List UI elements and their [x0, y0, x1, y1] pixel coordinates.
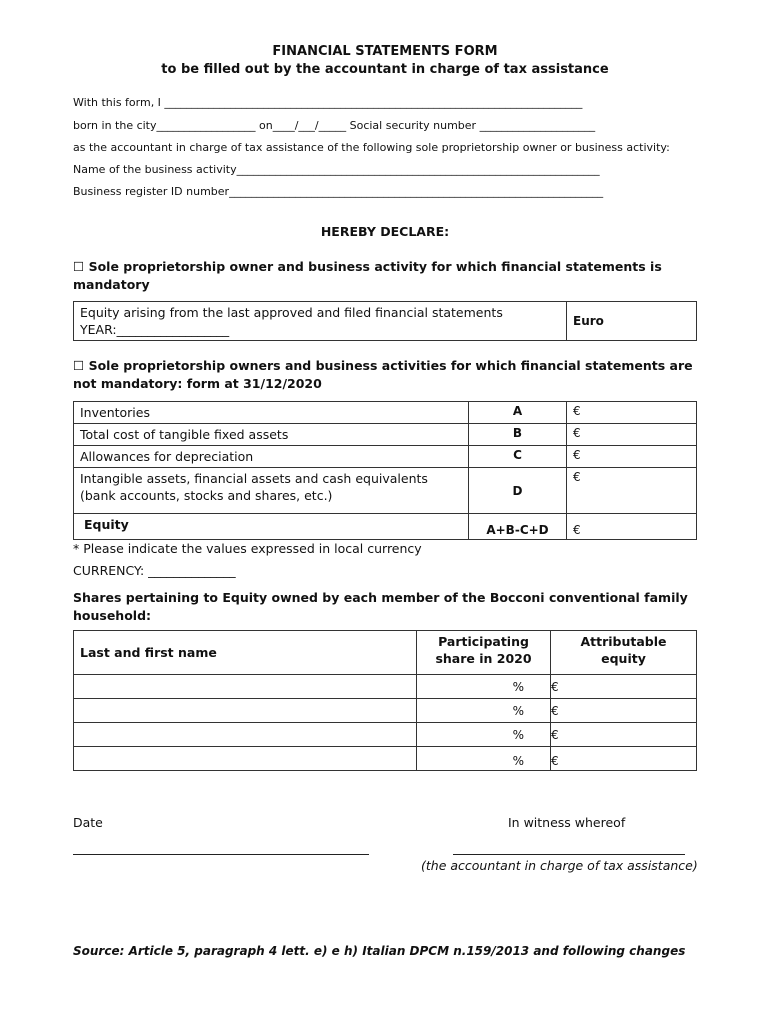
member-name-cell[interactable]	[74, 723, 417, 747]
member-equity-cell[interactable]: €	[551, 723, 697, 747]
member-share-cell[interactable]: %	[417, 675, 551, 699]
member-share-cell[interactable]: %	[417, 723, 551, 747]
checkbox-icon[interactable]: ☐	[73, 259, 85, 274]
assets-row-label: Total cost of tangible fixed assets	[74, 424, 469, 446]
currency-note: * Please indicate the values expressed in local currency	[73, 541, 422, 556]
col-share-header	[417, 631, 551, 675]
assets-row-label-line2: (bank accounts, stocks and shares, etc.)	[80, 488, 333, 503]
member-equity-cell[interactable]: €	[551, 747, 697, 771]
member-name-cell[interactable]	[74, 699, 417, 723]
date-label: Date	[73, 815, 103, 830]
section2-heading	[73, 357, 693, 393]
intro-business-name-line[interactable]: Name of the business activity__________________________________________________________________	[73, 163, 600, 176]
equity-total-value[interactable]: €	[567, 514, 697, 540]
declare-heading: HEREBY DECLARE:	[320, 224, 450, 239]
signer-caption: (the accountant in charge of tax assistance)	[421, 858, 698, 873]
table-row	[74, 675, 697, 699]
intro-birth-line[interactable]: born in the city__________________ on____/___/_____ Social security number _____________________	[73, 119, 596, 132]
assets-table	[73, 401, 697, 540]
assets-row-code: B	[469, 424, 567, 446]
assets-row-code: A	[469, 402, 567, 424]
witness-label: In witness whereof	[508, 815, 626, 830]
member-share-cell[interactable]: %	[417, 699, 551, 723]
assets-row-value[interactable]: €	[567, 402, 697, 424]
assets-row-label-line1: Intangible assets, financial assets and cash equivalents	[80, 471, 428, 486]
equity-total-label: Equity	[74, 514, 469, 540]
assets-row-code: D	[469, 468, 567, 514]
table-row	[74, 723, 697, 747]
year-field[interactable]: YEAR:__________________	[80, 322, 230, 337]
col-equity-header	[551, 631, 697, 675]
assets-row-label: Inventories	[74, 402, 469, 424]
assets-row-label	[74, 468, 469, 514]
col-equity-header-line2: equity	[601, 651, 646, 666]
currency-field[interactable]: CURRENCY: ______________	[73, 563, 236, 578]
table-row	[74, 699, 697, 723]
accountant-signature-line[interactable]	[453, 854, 685, 855]
assets-row-label: Allowances for depreciation	[74, 446, 469, 468]
equity-total-formula: A+B-C+D	[469, 514, 567, 540]
assets-row-value[interactable]: €	[567, 424, 697, 446]
col-name-header: Last and first name	[74, 631, 417, 675]
member-equity-cell[interactable]: €	[551, 699, 697, 723]
date-signature-line[interactable]	[73, 854, 369, 855]
col-equity-header-line1: Attributable	[580, 634, 667, 649]
intro-role-line: as the accountant in charge of tax assistance of the following sole proprietorship owner or business activity:	[73, 141, 670, 154]
checkbox-icon[interactable]: ☐	[73, 358, 85, 373]
form-subtitle: to be filled out by the accountant in charge of tax assistance	[161, 62, 609, 77]
col-share-header-line1: Participating	[438, 634, 529, 649]
intro-register-id-line[interactable]: Business register ID number____________________________________________________________________	[73, 185, 604, 198]
assets-row-value[interactable]: €	[567, 446, 697, 468]
form-title: FINANCIAL STATEMENTS FORM	[272, 44, 498, 59]
section1-heading-text: Sole proprietorship owner and business activity for which financial statements is mandatory	[73, 259, 662, 292]
section3-heading: Shares pertaining to Equity owned by each member of the Bocconi conventional family household:	[73, 590, 688, 623]
member-equity-cell[interactable]: €	[551, 675, 697, 699]
member-name-cell[interactable]	[74, 675, 417, 699]
euro-value-cell[interactable]: Euro	[567, 302, 697, 341]
assets-row-code: C	[469, 446, 567, 468]
table-row	[74, 747, 697, 771]
member-name-cell[interactable]	[74, 747, 417, 771]
member-share-cell[interactable]: %	[417, 747, 551, 771]
section1-heading	[73, 258, 693, 294]
equity-table	[73, 301, 697, 341]
intro-name-line[interactable]: With this form, I ____________________________________________________________________________	[73, 96, 583, 109]
shares-table	[73, 630, 697, 771]
section2-heading-text: Sole proprietorship owners and business activities for which financial statements are not mandatory: form at 31/12/2020	[73, 358, 693, 391]
equity-label-cell	[74, 302, 567, 341]
assets-row-value[interactable]: €	[567, 468, 697, 514]
equity-label: Equity arising from the last approved and filed financial statements	[80, 305, 503, 320]
col-share-header-line2: share in 2020	[435, 651, 532, 666]
source-footer: Source: Article 5, paragraph 4 lett. e) e h) Italian DPCM n.159/2013 and following changes	[73, 944, 686, 958]
